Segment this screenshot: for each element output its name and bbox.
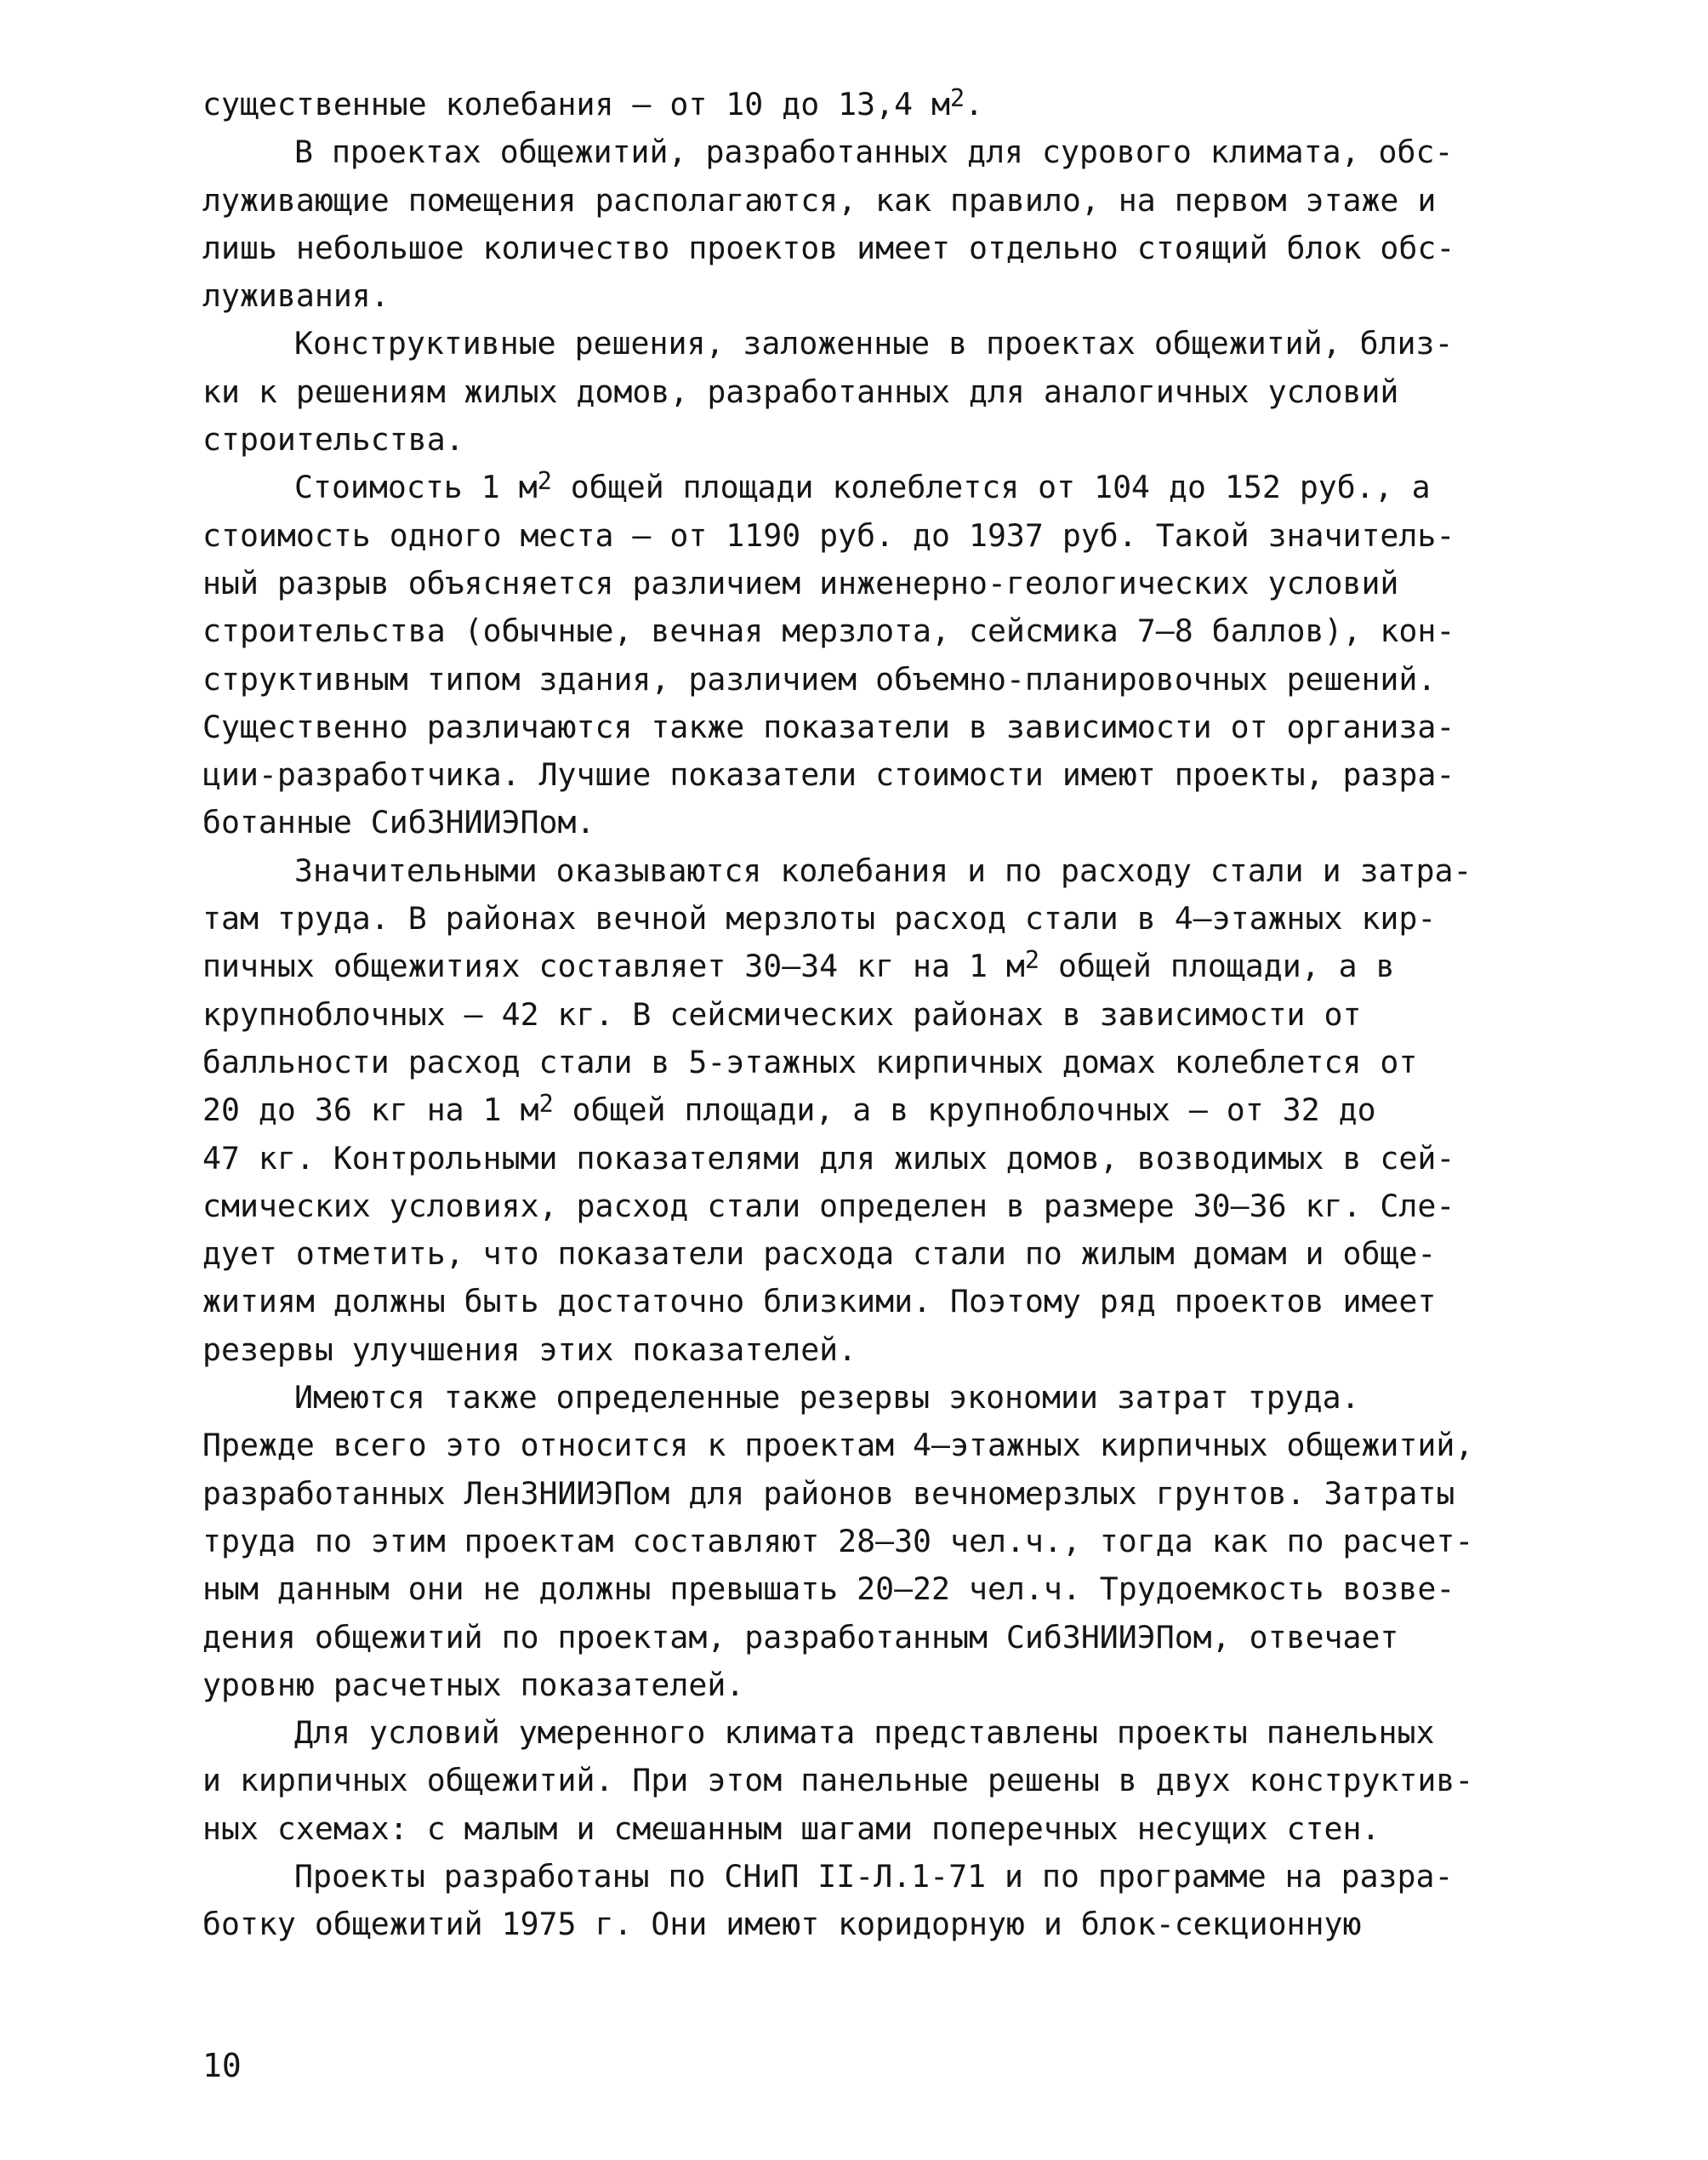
text-line: луживающие помещения располагаются, как правило, на первом этаже и [202, 181, 1437, 219]
text-line: дения общежитий по проектам, разработанным СибЗНИИЭПом, отвечает [202, 1618, 1399, 1656]
text-line: строительства. [202, 421, 464, 459]
text-line: 47 кг. Контрольными показателями для жилых домов, возводимых в сей- [202, 1139, 1455, 1177]
text-line: разработанных ЛенЗНИИЭПом для районов вечномерзлых грунтов. Затраты [202, 1474, 1455, 1512]
text-line: уровню расчетных показателей. [202, 1666, 745, 1703]
superscript: 2 [538, 1090, 554, 1119]
text-line: ных схемах: с малым и смешанным шагами поперечных несущих стен. [202, 1809, 1381, 1847]
superscript: 2 [1024, 946, 1040, 975]
paragraph-start: Стоимость 1 $м^2$ общей площади колеблется от 104 до 152 руб., а [294, 467, 1431, 506]
superscript: 2 [537, 467, 552, 496]
text-line: житиям должны быть достаточно близкими. Поэтому ряд проектов имеет [202, 1283, 1437, 1320]
body-text [202, 81, 1512, 1949]
text-line: ботку общежитий 1975 г. Они имеют коридорную и блок-секционную [202, 1906, 1362, 1943]
superscript: 2 [950, 84, 965, 113]
text-line: и кирпичных общежитий. При этом панельные решены в двух конструктив- [202, 1762, 1474, 1799]
text-line: резервы улучшения этих показателей. [202, 1331, 857, 1368]
text-line: пичных общежитиях составляет 30–34 кг на 1 $м^2$ общей площади, а в [202, 946, 1395, 985]
text-line: труда по этим проектам составляют 28–30 чел.ч., тогда как по расчет- [202, 1522, 1474, 1559]
text-line: существенные колебания – от 10 до 13,4 $м^2$. [202, 84, 984, 123]
text-line: Прежде всего это относится к проектам 4–этажных кирпичных общежитий, [202, 1427, 1474, 1464]
paragraph-start: Проекты разработаны по СНиП II-Л.1-71 и по программе на разра- [294, 1857, 1454, 1895]
text-line: смических условиях, расход стали определен в размере 30–36 кг. Сле- [202, 1187, 1455, 1224]
text-line: балльности расход стали в 5-этажных кирпичных домах колеблется от [202, 1043, 1418, 1080]
page-number: 10 [202, 2047, 242, 2084]
paragraph-start: В проектах общежитий, разработанных для сурового климата, обс- [294, 134, 1454, 171]
text-line: структивным типом здания, различием объемно-планировочных решений. [202, 660, 1437, 698]
text-line: Существенно различаются также показатели в зависимости от организа- [202, 708, 1455, 745]
text-line: строительства (обычные, вечная мерзлота, сейсмика 7–8 баллов), кон- [202, 613, 1455, 650]
paragraph-start: Для условий умеренного климата представлены проекты панельных [294, 1714, 1435, 1752]
text-line: ный разрыв объясняется различием инженерно-геологических условий [202, 564, 1399, 601]
text-line: стоимость одного места – от 1190 руб. до 1937 руб. Такой значитель- [202, 516, 1455, 554]
text-line: ботанные СибЗНИИЭПом. [202, 804, 595, 841]
text-line: ным данным они не должны превышать 20–22 чел.ч. Трудоемкость возве- [202, 1570, 1455, 1608]
text-line: дует отметить, что показатели расхода стали по жилым домам и обще- [202, 1235, 1437, 1273]
text-line: там труда. В районах вечной мерзлоты расход стали в 4–этажных кир- [202, 900, 1437, 938]
text-line: луживания. [202, 277, 390, 315]
paragraph-start: Конструктивные решения, заложенные в проектах общежитий, близ- [294, 325, 1454, 362]
text-line: ции-разработчика. Лучшие показатели стоимости имеют проекты, разра- [202, 756, 1455, 794]
text-line: 20 до 36 кг на 1 $м^2$ общей площади, а в крупноблочных – от 32 до [202, 1090, 1376, 1129]
paragraph-start: Значительными оказываются колебания и по расходу стали и затра- [294, 852, 1472, 889]
text-line: ки к решениям жилых домов, разработанных для аналогичных условий [202, 373, 1399, 410]
paragraph-start: Имеются также определенные резервы экономии затрат труда. [294, 1379, 1360, 1416]
text-line: лишь небольшое количество проектов имеет отдельно стоящий блок обс- [202, 229, 1455, 266]
text-line: крупноблочных – 42 кг. В сейсмических районах в зависимости от [202, 995, 1362, 1033]
